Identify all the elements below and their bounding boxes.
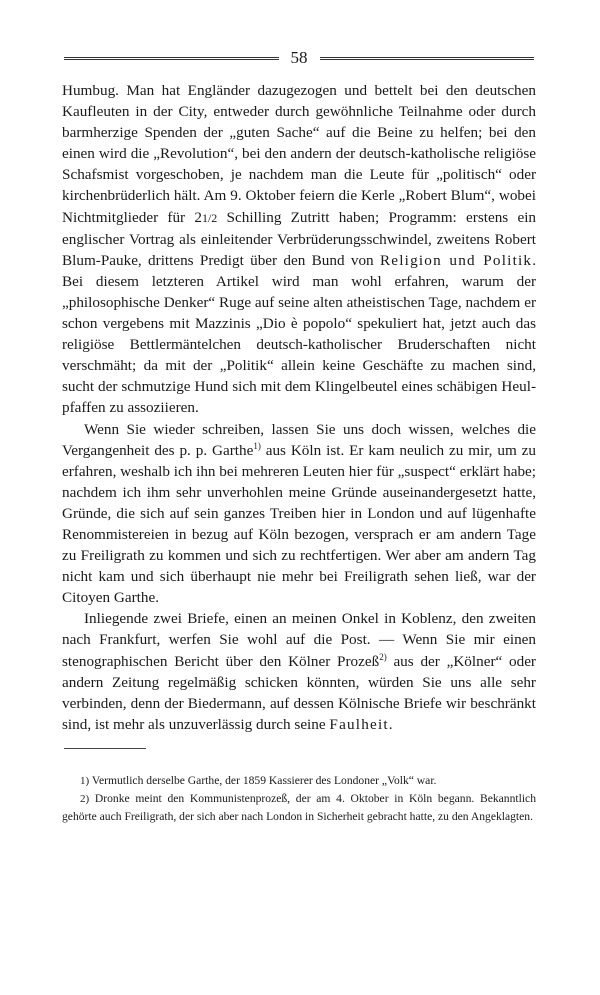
page-number: 58 [290, 47, 308, 67]
header-rule-left [64, 57, 279, 60]
paragraph-3-part-a: Inliegende zwei Briefe, einen an meinen Onkel in Koblenz, den zweiten nach Frankfurt, werfen Sie wohl auf die Post. — Wenn Sie mir einen stenographischen Bericht über den Kölner Prozeß [62, 610, 536, 670]
footnote-1-marker: 1) [80, 775, 90, 787]
footnote-ref-2[interactable]: 2) [379, 651, 387, 662]
footnote-divider [64, 748, 146, 749]
paragraph-1-part-c: . Bei diesem letzteren Artikel wird man wohl erfahren, warum der „philosophische Denker“ Ruge auf seine alten atheistischen Tage, nachdem er schon vergebens mit Mazzinis „Dio è popolo“ spekuliert hat, jetzt auch das religiöse Bettlermäntelchen deutsch-katholischer Bruderschaften nicht verschmäht; da mit der „Politik“ allein keine Geschäfte zu machen sind, sucht der schmutzige Hund sich mit dem Klingelbeutel eines schäbigen Heulpfaffen zu assoziieren. [62, 251, 536, 417]
paragraph-1 [62, 80, 536, 419]
paragraph-2-part-b: aus Köln ist. Er kam neulich zu mir, um zu erfahren, weshalb ich ihn bei mehreren Leuten hier für „suspect“ erklärt habe; nachdem ich ihm sehr unverhohlen meine Gründe auseinandergesetzt hatte, Gründe, die sich auf sein ganzes Treiben hier in London und auf lügenhafte Renommistereien in bezug auf Köln bezogen, versprach er am andern Tage zu Freiligrath zu kommen und sich zu rechtfertigen. Wer aber am andern Tag nicht kam und sich überhaupt nie mehr bei Freiligrath sehen ließ, war der Citoyen Garthe. [62, 441, 536, 607]
paragraph-3 [62, 608, 536, 735]
emphasis-faulheit: Faulheit [329, 715, 389, 733]
paragraph-1-part-b: Schilling Zutritt haben; Programm: erstens ein englischer Vortrag als einleitender Verbrüderungsschwindel, zweitens Robert Blum-Pauke, drittens Predigt über den Bund von [62, 208, 537, 269]
paragraph-2 [62, 419, 536, 609]
paragraph-3-part-c: . [388, 715, 393, 733]
footnote-1 [62, 772, 536, 790]
footnote-1-text: Vermutlich derselbe Garthe, der 1859 Kassierer des Londoner „Volk“ war. [89, 774, 437, 787]
paragraph-2-part-a: Wenn Sie wieder schreiben, lassen Sie uns doch wissen, welches die Vergangenheit des p. p. Garthe [62, 420, 536, 459]
page-header [64, 46, 534, 70]
footnotes [62, 772, 536, 825]
emphasis-religion-politik: Religion und Politik [379, 251, 533, 269]
footnote-ref-1[interactable]: 1) [253, 440, 261, 451]
fraction-half: 1/2 [201, 210, 218, 225]
footnote-2 [62, 790, 536, 825]
paragraph-1-part-a: Humbug. Man hat Engländer dazugezogen und bettelt bei den deutschen Kaufleuten in der City, entweder durch gewöhnliche Teilnahme oder durch barmherzige Spenden der „guten Sache“ auf die Beine zu helfen; bei den einen wird die „Revolution“, bei den andern der deutsch-katholische religiöse Schafsmist vorgeschoben, je nachdem man die Leute für „politisch“ oder kirchenbrüderlich hält. Am 9. Oktober feiern die Kerle „Robert Blum“, wobei Nichtmitglieder für 2 [62, 82, 536, 226]
paragraph-3-part-b: aus der „Kölner“ oder andern Zeitung regelmäßig schicken könnten, würden Sie uns alle sehr verbinden, denn der Biedermann, auf dessen Kölnische Briefe wir beschränkt sind, ist mehr als unzuverlässig durch seine [62, 652, 536, 733]
footnote-2-marker: 2) [80, 793, 90, 805]
header-rule-right [320, 57, 535, 60]
body-text [62, 80, 536, 735]
footnote-2-text: Dronke meint den Kommunistenprozeß, der am 4. Oktober in Köln begann. Bekanntlich gehörte auch Freiligrath, der sich aber nach London in Sicherheit gebracht hatte, zu den Angeklagten. [62, 792, 536, 823]
